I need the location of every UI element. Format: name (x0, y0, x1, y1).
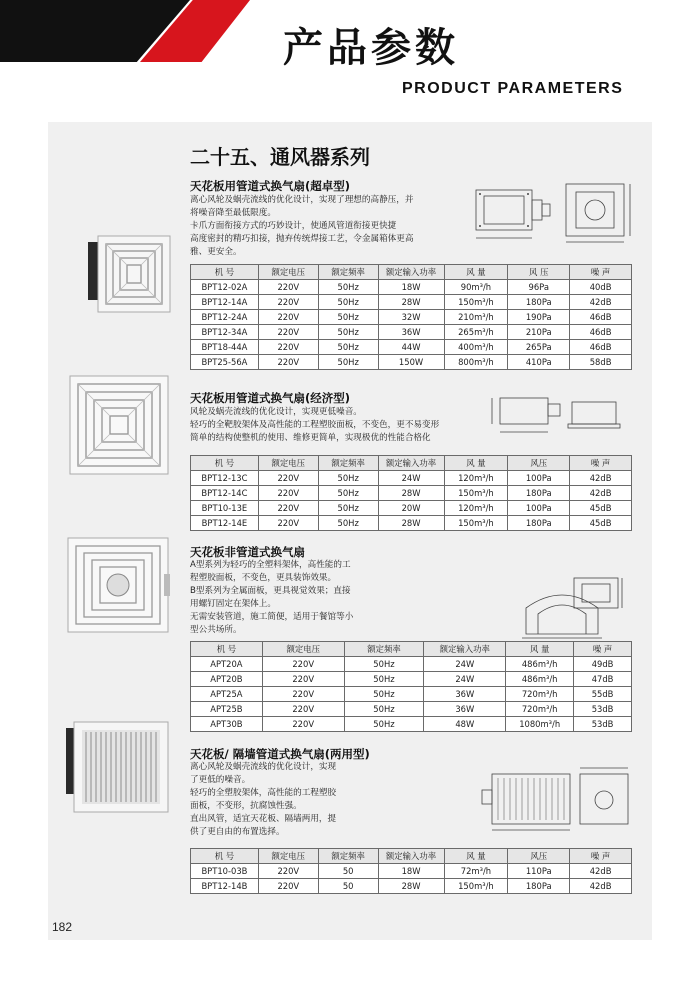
table-cell: 24W (424, 672, 506, 687)
table-cell: 58dB (570, 355, 632, 370)
table-cell: 24W (378, 471, 444, 486)
table-cell: 120m³/h (444, 471, 508, 486)
table-cell: 55dB (574, 687, 632, 702)
page-number: 182 (52, 920, 73, 934)
table-cell: 45dB (570, 516, 632, 531)
table-row (191, 355, 632, 370)
table-cell: 50 (318, 879, 378, 894)
table-cell: 50Hz (344, 657, 424, 672)
table-cell: 220V (258, 325, 318, 340)
column-header: 风 量 (506, 642, 574, 657)
description-line: 简单的结构使整机的使用、维修更简单，实现极优的性能合格化 (190, 433, 431, 443)
table-cell: 96Pa (508, 280, 570, 295)
table-cell: 42dB (570, 471, 632, 486)
section-title-nonduct: 天花板非管道式换气扇 (190, 545, 305, 559)
column-header: 风压 (508, 456, 570, 471)
table-cell: BPT18-44A (191, 340, 259, 355)
table-cell: 50Hz (344, 702, 424, 717)
table-cell: 265m³/h (444, 325, 508, 340)
table-cell: 36W (378, 325, 444, 340)
description-line: 型公共场所。 (190, 625, 242, 635)
table-cell: 210m³/h (444, 310, 508, 325)
description-line: 离心风轮及蜗壳流线的优化设计，实现了理想的高静压，并 (190, 195, 414, 205)
table-cell: 32W (378, 310, 444, 325)
column-header: 额定电压 (258, 849, 318, 864)
table-row (191, 864, 632, 879)
table-header-row (191, 456, 632, 471)
table-cell: 220V (262, 717, 344, 732)
spec-table-nonduct (190, 641, 632, 732)
table-cell: 28W (378, 486, 444, 501)
table-row (191, 486, 632, 501)
table-cell: 40dB (570, 280, 632, 295)
table-cell: 410Pa (508, 355, 570, 370)
description-line: 面板，不变形，抗腐蚀性强。 (190, 801, 302, 811)
table-cell: 220V (258, 864, 318, 879)
description-line: 轻巧的全塑胶架体，高性能的工程塑胶 (190, 788, 337, 798)
description-line: 雅、更安全。 (190, 247, 242, 257)
table-cell: 42dB (570, 864, 632, 879)
table-cell: 28W (378, 879, 444, 894)
table-cell: 800m³/h (444, 355, 508, 370)
table-cell: 50Hz (318, 340, 378, 355)
table-cell: 150W (378, 355, 444, 370)
table-cell: 220V (258, 340, 318, 355)
section-title-economy: 天花板用管道式换气扇(经济型) (190, 391, 351, 405)
column-header: 机 号 (191, 849, 259, 864)
column-header: 风 压 (508, 265, 570, 280)
table-row (191, 280, 632, 295)
table-cell: 50Hz (318, 486, 378, 501)
table-cell: 50 (318, 864, 378, 879)
table-cell: 50Hz (318, 355, 378, 370)
column-header: 风 量 (444, 849, 508, 864)
table-cell: 190Pa (508, 310, 570, 325)
table-row (191, 687, 632, 702)
table-cell: 220V (258, 471, 318, 486)
table-cell: 180Pa (508, 879, 570, 894)
table-cell: 20W (378, 501, 444, 516)
table-cell: BPT12-14C (191, 486, 259, 501)
technical-drawing-nonduct (522, 572, 638, 644)
table-cell: 36W (424, 687, 506, 702)
table-cell: 110Pa (508, 864, 570, 879)
table-cell: 53dB (574, 702, 632, 717)
section-description-superior (190, 194, 413, 259)
table-cell: 50Hz (318, 310, 378, 325)
table-cell: 50Hz (318, 325, 378, 340)
column-header: 风 量 (444, 265, 508, 280)
table-cell: 45dB (570, 501, 632, 516)
column-header: 额定频率 (344, 642, 424, 657)
table-cell: 28W (378, 295, 444, 310)
table-cell: 220V (258, 355, 318, 370)
page-title: 产品参数 (283, 25, 459, 71)
section-description-economy (190, 406, 439, 445)
table-cell: 220V (258, 501, 318, 516)
table-cell: 1080m³/h (506, 717, 574, 732)
spec-table-dual-use (190, 848, 632, 894)
table-cell: 50Hz (318, 471, 378, 486)
table-header-row (191, 642, 632, 657)
table-cell: 18W (378, 864, 444, 879)
table-cell: 150m³/h (444, 486, 508, 501)
description-line: 用螺钉固定在架体上。 (190, 599, 276, 609)
section-title-dual-use: 天花板/ 隔墙管道式换气扇(两用型) (190, 747, 370, 761)
table-cell: 220V (258, 516, 318, 531)
table-cell: BPT12-14A (191, 295, 259, 310)
table-cell: 180Pa (508, 516, 570, 531)
table-cell: 720m³/h (506, 687, 574, 702)
table-cell: 50Hz (344, 717, 424, 732)
column-header: 机 号 (191, 265, 259, 280)
table-row (191, 672, 632, 687)
table-cell: 220V (262, 657, 344, 672)
description-line: 风轮及蜗壳流线的优化设计，实现更低噪音。 (190, 407, 362, 417)
table-cell: 220V (258, 310, 318, 325)
column-header: 额定输入功率 (378, 456, 444, 471)
technical-drawing-superior (470, 176, 640, 250)
table-cell: 150m³/h (444, 295, 508, 310)
table-cell: 46dB (570, 340, 632, 355)
table-cell: 220V (258, 280, 318, 295)
table-cell: 220V (262, 687, 344, 702)
table-cell: 100Pa (508, 471, 570, 486)
column-header: 额定频率 (318, 456, 378, 471)
description-line: 卡爪方面衔接方式的巧妙设计，使通风管道衔接更快捷 (190, 221, 397, 231)
table-row (191, 702, 632, 717)
table-cell: 100Pa (508, 501, 570, 516)
table-cell: 24W (424, 657, 506, 672)
table-cell: 46dB (570, 310, 632, 325)
description-line: 无需安装管道，施工简便，适用于餐馆等小 (190, 612, 354, 622)
table-row (191, 295, 632, 310)
series-title: 二十五、通风器系列 (190, 145, 370, 169)
description-line: 轻巧的全靶胶架体及高性能的工程塑胶面板，不变色，更不易变形 (190, 420, 440, 430)
table-cell: BPT25-56A (191, 355, 259, 370)
table-cell: 486m³/h (506, 657, 574, 672)
table-cell: 42dB (570, 879, 632, 894)
table-cell: 265Pa (508, 340, 570, 355)
table-cell: 220V (262, 702, 344, 717)
section-description-nonduct (190, 559, 353, 637)
column-header: 额定电压 (262, 642, 344, 657)
table-cell: 180Pa (508, 486, 570, 501)
table-row (191, 325, 632, 340)
column-header: 额定输入功率 (424, 642, 506, 657)
column-header: 风压 (508, 849, 570, 864)
column-header: 额定频率 (318, 849, 378, 864)
table-cell: 47dB (574, 672, 632, 687)
product-photo-economy (66, 372, 172, 478)
product-photo-dual-use (64, 718, 172, 816)
table-cell: 90m³/h (444, 280, 508, 295)
table-cell: 486m³/h (506, 672, 574, 687)
description-line: 程塑胶面板，不变色，更具装饰效果。 (190, 573, 337, 583)
description-line: 将噪音降至最低限度。 (190, 208, 276, 218)
column-header: 机 号 (191, 456, 259, 471)
description-line: 了更低的噪音。 (190, 775, 251, 785)
table-cell: 180Pa (508, 295, 570, 310)
table-cell: APT20B (191, 672, 263, 687)
table-cell: 50Hz (318, 501, 378, 516)
technical-drawing-dual-use (478, 760, 640, 834)
table-row (191, 516, 632, 531)
table-cell: 50Hz (318, 295, 378, 310)
table-cell: 42dB (570, 486, 632, 501)
table-cell: 50Hz (318, 280, 378, 295)
table-cell: BPT12-02A (191, 280, 259, 295)
product-photo-nonduct (64, 534, 172, 636)
table-cell: 120m³/h (444, 501, 508, 516)
description-line: 直出风管，适宜天花板、隔墙两用，提 (190, 814, 337, 824)
description-line: 高度密封的精巧扣接，抛弃传统焊接工艺，令金属箱体更高 (190, 234, 414, 244)
description-line: A型系列为轻巧的全塑料架体，高性能的工 (190, 560, 351, 570)
table-cell: APT25B (191, 702, 263, 717)
table-cell: 44W (378, 340, 444, 355)
table-cell: APT25A (191, 687, 263, 702)
table-cell: 400m³/h (444, 340, 508, 355)
table-cell: 50Hz (344, 687, 424, 702)
table-cell: 150m³/h (444, 516, 508, 531)
table-row (191, 879, 632, 894)
table-cell: 220V (262, 672, 344, 687)
table-cell: 53dB (574, 717, 632, 732)
table-cell: 36W (424, 702, 506, 717)
column-header: 机 号 (191, 642, 263, 657)
page-subtitle: PRODUCT PARAMETERS (402, 80, 624, 97)
table-cell: 220V (258, 486, 318, 501)
table-cell: 46dB (570, 325, 632, 340)
table-cell: BPT12-14E (191, 516, 259, 531)
table-cell: BPT10-13E (191, 501, 259, 516)
column-header: 额定电压 (258, 265, 318, 280)
table-cell: 50Hz (318, 516, 378, 531)
description-line: 供了更自由的布置选择。 (190, 827, 285, 837)
section-title-superior: 天花板用管道式换气扇(超卓型) (190, 179, 351, 193)
table-cell: 42dB (570, 295, 632, 310)
description-line: 离心风轮及蜗壳流线的优化设计，实现 (190, 762, 337, 772)
table-cell: APT30B (191, 717, 263, 732)
table-cell: 220V (258, 879, 318, 894)
table-cell: BPT12-34A (191, 325, 259, 340)
table-cell: BPT12-24A (191, 310, 259, 325)
column-header: 风 量 (444, 456, 508, 471)
table-row (191, 471, 632, 486)
table-cell: 50Hz (344, 672, 424, 687)
table-cell: BPT12-14B (191, 879, 259, 894)
column-header: 噪 声 (570, 456, 632, 471)
column-header: 噪 声 (570, 849, 632, 864)
product-photo-superior (86, 232, 172, 316)
column-header: 额定输入功率 (378, 849, 444, 864)
table-cell: 49dB (574, 657, 632, 672)
table-row (191, 501, 632, 516)
column-header: 额定频率 (318, 265, 378, 280)
table-cell: BPT12-13C (191, 471, 259, 486)
table-cell: 18W (378, 280, 444, 295)
column-header: 额定电压 (258, 456, 318, 471)
table-cell: BPT10-03B (191, 864, 259, 879)
table-cell: 48W (424, 717, 506, 732)
table-cell: APT20A (191, 657, 263, 672)
description-line: B型系列为全属面板，更具视觉效果；直接 (190, 586, 351, 596)
table-cell: 210Pa (508, 325, 570, 340)
table-row (191, 657, 632, 672)
spec-table-superior (190, 264, 632, 370)
table-cell: 72m³/h (444, 864, 508, 879)
table-row (191, 717, 632, 732)
section-description-dual-use (190, 761, 336, 839)
table-header-row (191, 265, 632, 280)
table-cell: 220V (258, 295, 318, 310)
column-header: 额定输入功率 (378, 265, 444, 280)
table-cell: 150m³/h (444, 879, 508, 894)
technical-drawing-economy (488, 388, 634, 438)
table-row (191, 310, 632, 325)
table-cell: 28W (378, 516, 444, 531)
table-cell: 720m³/h (506, 702, 574, 717)
table-header-row (191, 849, 632, 864)
table-row (191, 340, 632, 355)
spec-table-economy (190, 455, 632, 531)
column-header: 噪 声 (574, 642, 632, 657)
column-header: 噪 声 (570, 265, 632, 280)
